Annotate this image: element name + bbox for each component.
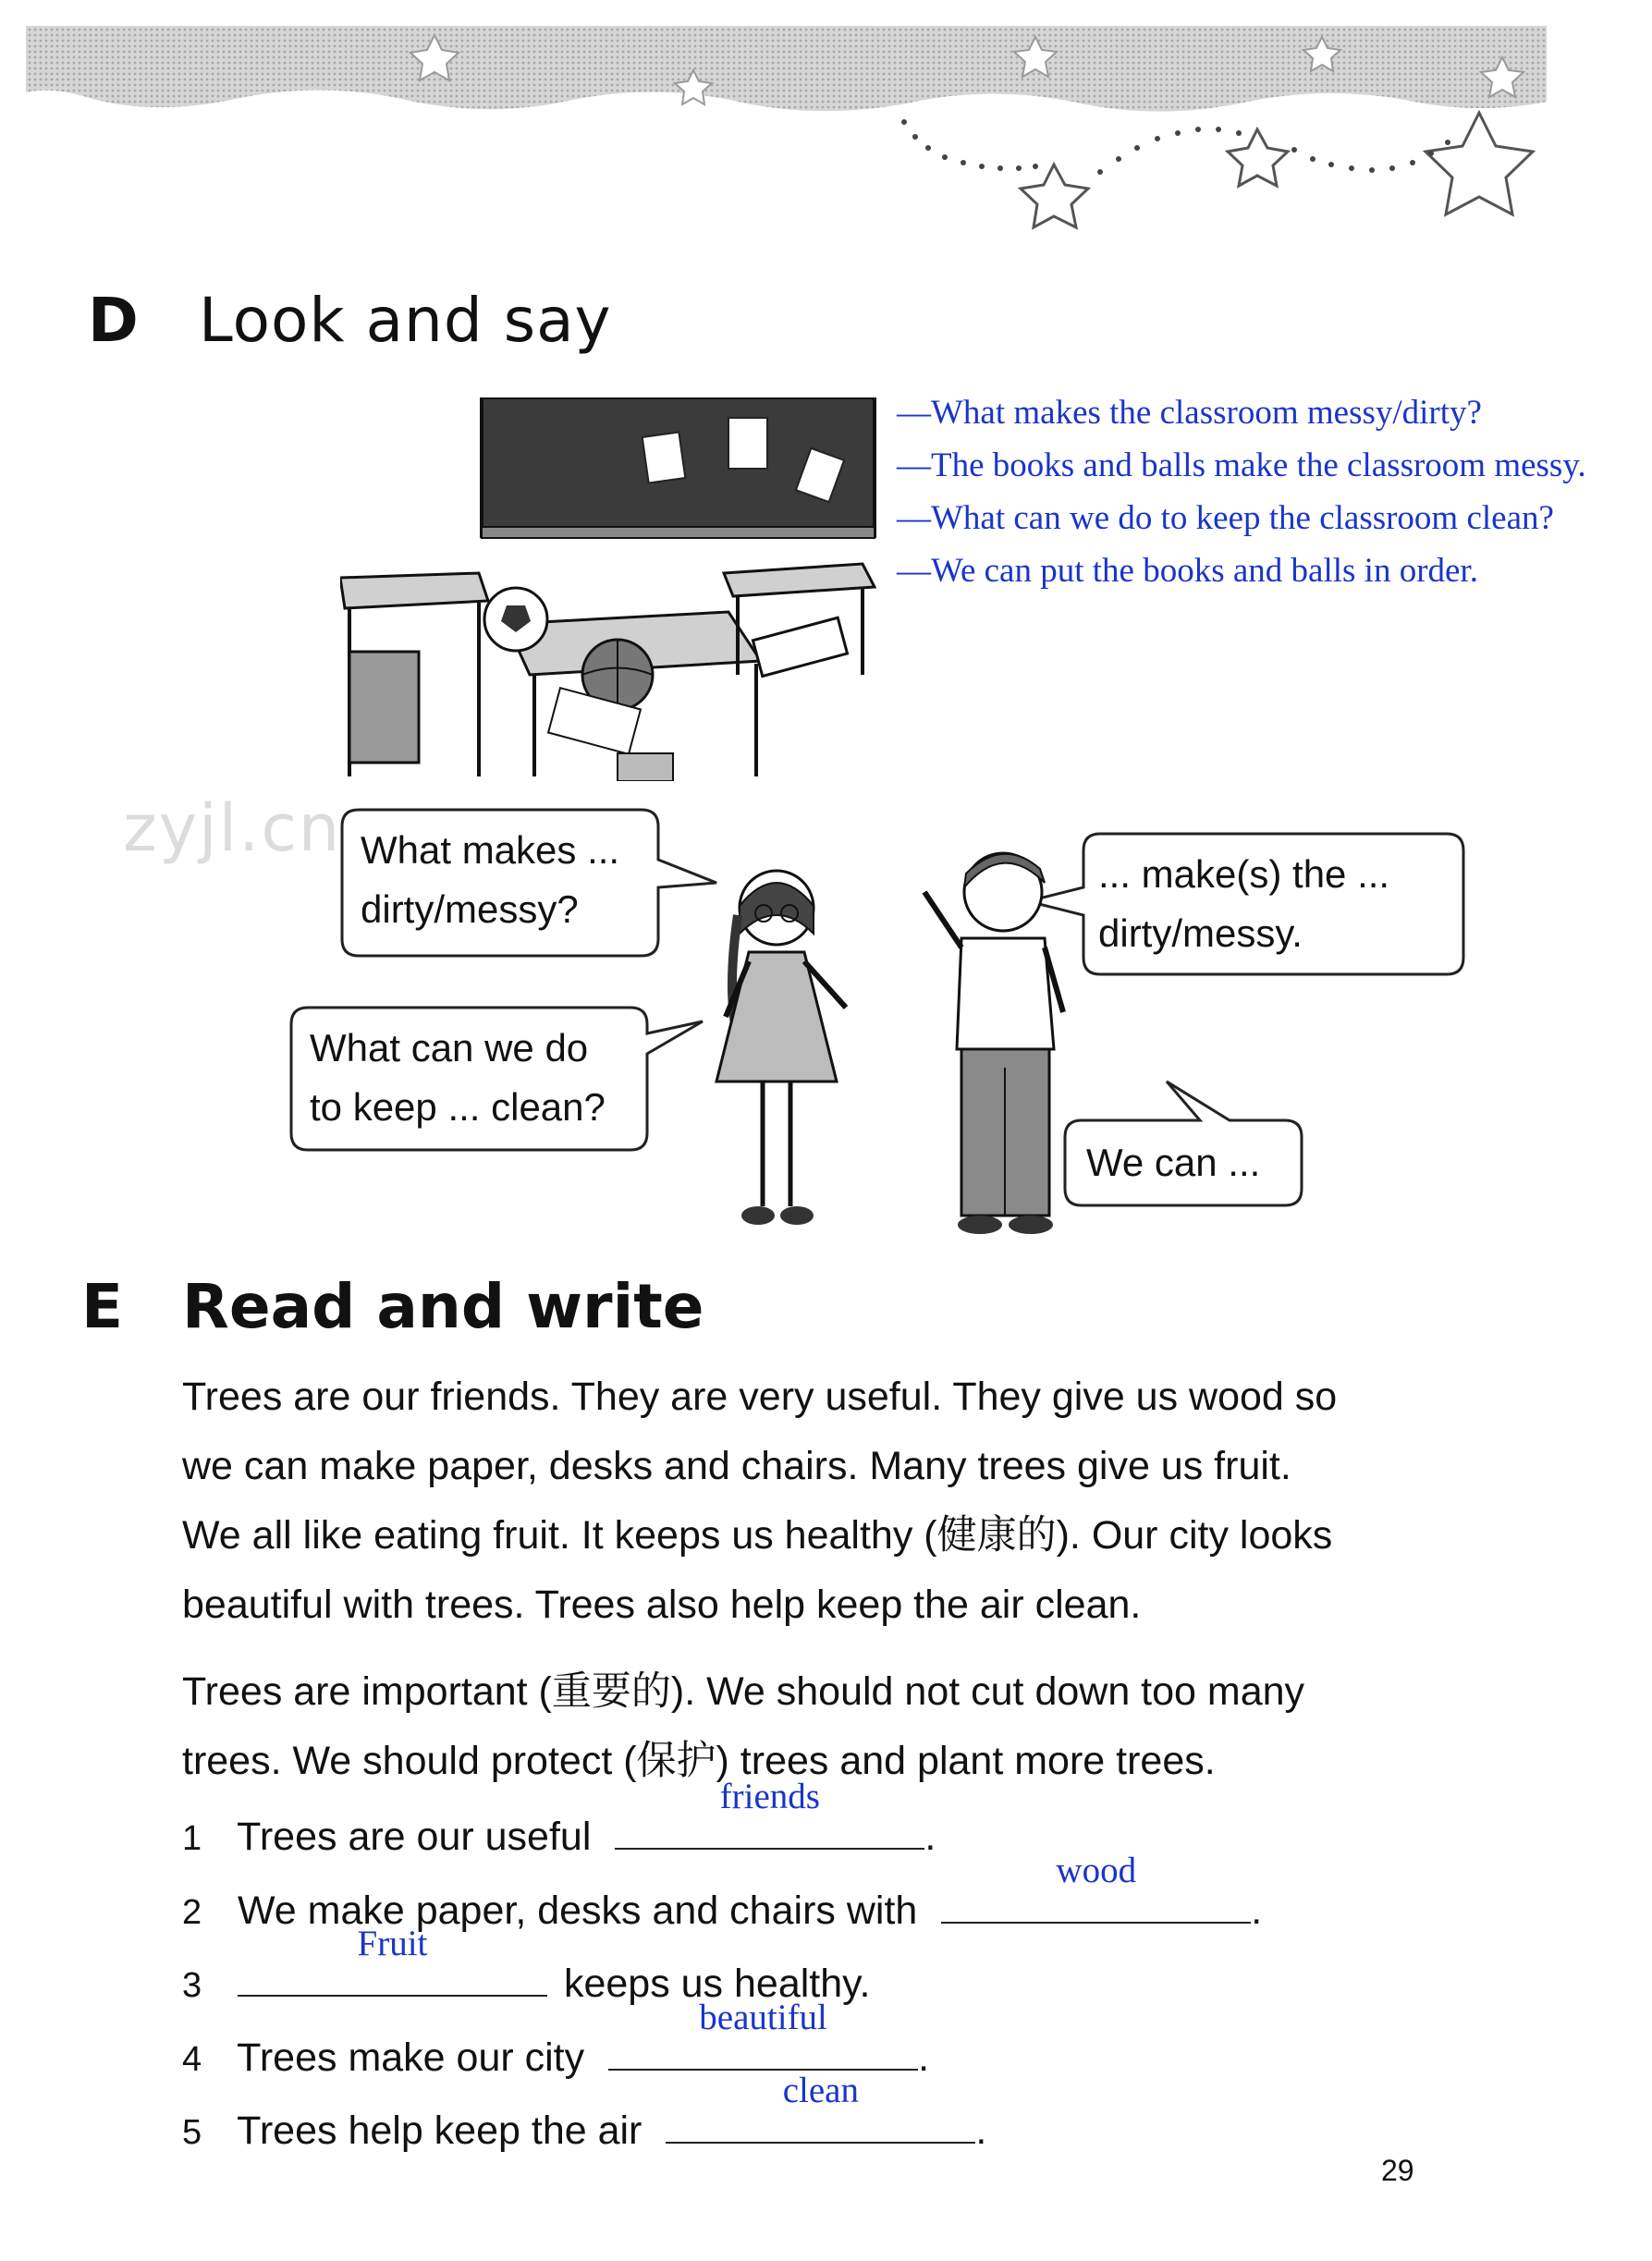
answer-blank[interactable] (238, 1924, 547, 1997)
answer-text: clean (782, 2071, 859, 2110)
paragraph-2-line-1: Trees are important (重要的). We should not cut down too many (182, 1669, 1305, 1714)
question-number: 3 (182, 1966, 202, 2005)
question-number: 1 (182, 1819, 202, 1858)
paragraph-1-line-2: we can make paper, desks and chairs. Many trees give us fruit. (182, 1444, 1291, 1488)
answer-text: wood (1056, 1851, 1137, 1890)
question-text-after: . (924, 1815, 936, 1859)
answer-blank[interactable] (608, 1998, 918, 2071)
page-number: 29 (1381, 2154, 1414, 2187)
paragraph-1-line-1: Trees are our friends. They are very useful. They give us wood so (182, 1375, 1338, 1419)
section-e-title: Read and write (182, 1271, 704, 1342)
answer-blank[interactable] (666, 2071, 975, 2144)
bubble-girl-top (361, 821, 619, 939)
bubble-girl-bottom (310, 1019, 606, 1137)
bubble-girl-bottom-line-1: What can we do (310, 1026, 589, 1069)
answer-line-3: —What can we do to keep the classroom clean? (897, 499, 1554, 537)
question-5 (182, 2071, 987, 2157)
reading-paragraph-1 (182, 1363, 1495, 1640)
bubble-girl-top-line-1: What makes ... (361, 828, 620, 872)
question-text-before: Trees make our city (237, 2035, 585, 2080)
question-number: 4 (182, 2040, 202, 2079)
bubble-boy-bottom (1086, 1133, 1260, 1192)
answer-line-2: —The books and balls make the classroom messy. (897, 446, 1586, 484)
answer-line-1: —What makes the classroom messy/dirty? (897, 394, 1482, 432)
question-1 (182, 1777, 936, 1863)
question-text-after: keeps us healthy. (563, 1962, 871, 2006)
bubble-boy-top (1098, 845, 1389, 963)
answer-text: friends (719, 1777, 820, 1816)
watermark: zyjl.cn (123, 790, 342, 866)
answer-text: Fruit (357, 1924, 428, 1963)
section-e-letter: E (81, 1271, 124, 1342)
question-text-after: . (1251, 1888, 1263, 1933)
paragraph-2-line-2: trees. We should protect (保护) trees and plant more trees. (182, 1739, 1216, 1783)
answer-blank[interactable] (615, 1777, 924, 1850)
bubble-boy-bottom-line-1: We can ... (1086, 1141, 1261, 1184)
question-text-before: Trees are our useful (237, 1815, 592, 1859)
question-number: 5 (182, 2113, 202, 2152)
question-text-after: . (975, 2108, 987, 2153)
bubble-boy-top-line-1: ... make(s) the ... (1098, 852, 1390, 896)
boy-illustration (911, 837, 1086, 1243)
question-text-after: . (918, 2035, 930, 2080)
answer-blank[interactable] (941, 1851, 1251, 1924)
section-d-title: Look and say (199, 285, 612, 356)
bubble-girl-top-line-2: dirty/messy? (361, 887, 579, 931)
girl-illustration (684, 860, 869, 1248)
answer-text: beautiful (699, 1998, 827, 2037)
section-d-letter: D (88, 285, 139, 356)
question-text-before: Trees help keep the air (237, 2108, 642, 2153)
question-text-before: We make paper, desks and chairs with (237, 1888, 918, 1933)
paragraph-1-line-3: We all like eating fruit. It keeps us healthy (健康的). Our city looks (182, 1513, 1333, 1558)
answer-line-4: —We can put the books and balls in order. (897, 552, 1478, 590)
bubble-boy-top-line-2: dirty/messy. (1098, 911, 1303, 955)
paragraph-1-line-4: beautiful with trees. Trees also help keep the air clean. (182, 1583, 1142, 1627)
bubble-girl-bottom-line-2: to keep ... clean? (310, 1085, 606, 1129)
question-number: 2 (182, 1893, 202, 1932)
